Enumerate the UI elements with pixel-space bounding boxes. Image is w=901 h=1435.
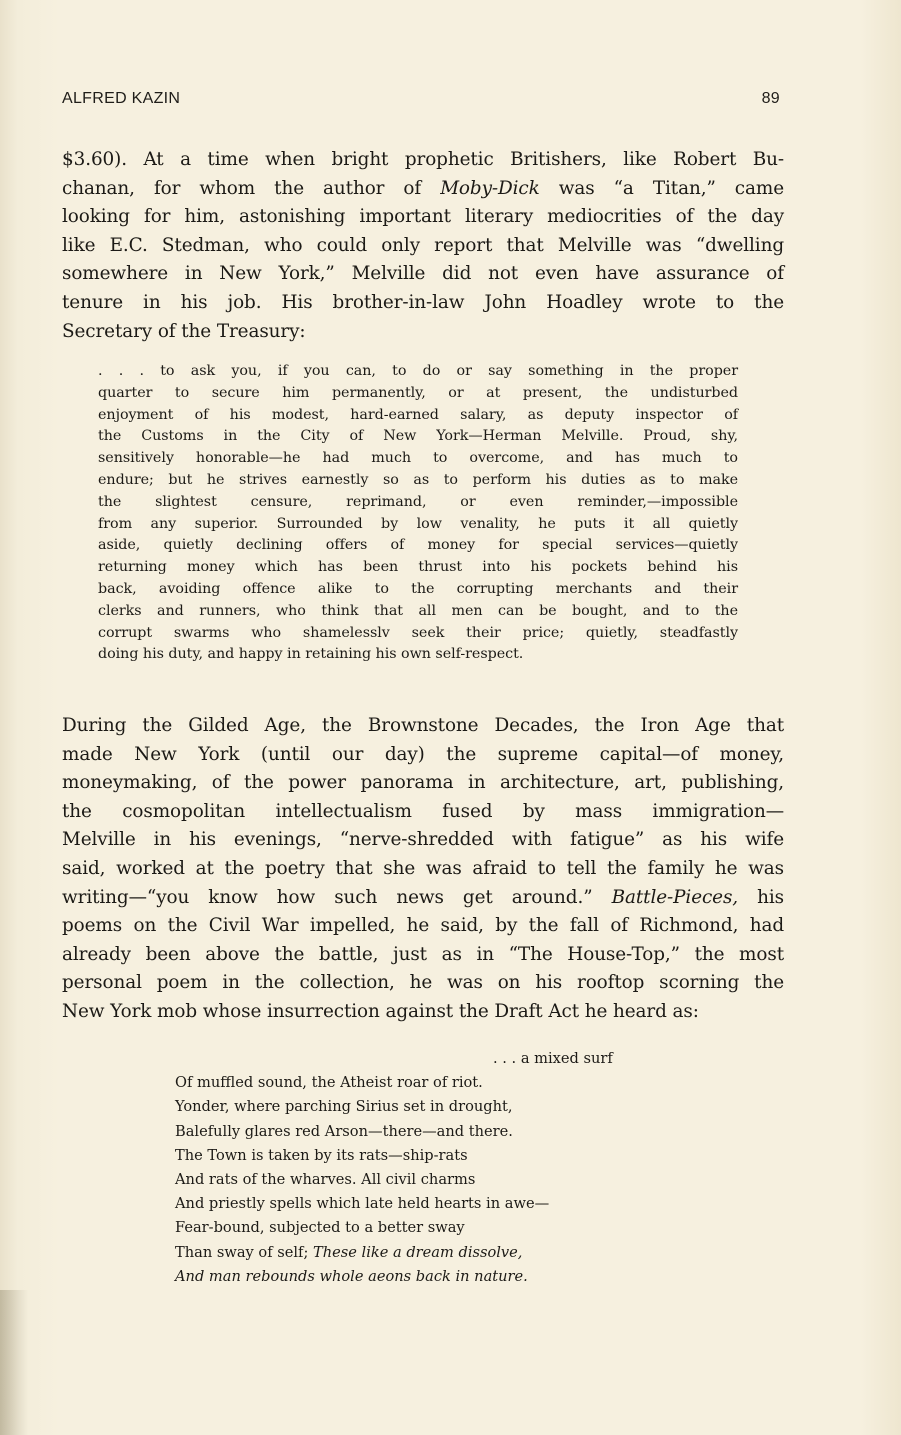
verse-line: Yonder, where parching Sirius set in drought, [175, 1098, 513, 1116]
quote-line: returning money which has been thrust into his pockets behind his [98, 559, 738, 576]
verse-line: And rats of the wharves. All civil charms [175, 1170, 476, 1188]
quote-line: doing his duty, and happy in retaining his own self-respect. [98, 646, 524, 663]
quote-line: enjoyment of his modest, hard-earned salary, as deputy inspector of [98, 406, 738, 423]
italic-verse-span: These like a dream dissolve, [313, 1243, 523, 1261]
verse-line: Balefully glares red Arson—there—and there. [175, 1122, 513, 1140]
text-line: $3.60). At a time when bright prophetic Britishers, like Robert Bu- [62, 149, 784, 170]
text-line: looking for him, astonishing important literary mediocrities of the day [62, 206, 784, 228]
running-head-author: ALFRED KAZIN [62, 90, 181, 107]
paragraph-1 [62, 146, 784, 346]
text-line: said, worked at the poetry that she was afraid to tell the family he was [62, 857, 784, 879]
text-line: During the Gilded Age, the Brownstone Decades, the Iron Age that [62, 715, 784, 736]
spine-shadow [0, 1290, 28, 1435]
verse-line: . . . a mixed surf [493, 1050, 613, 1067]
text-span: Than sway of self; [175, 1243, 314, 1261]
verse-line: Of muffled sound, the Atheist roar of riot. [175, 1074, 483, 1092]
text-line [62, 884, 784, 913]
quote-line: sensitively honorable—he had much to overcome, and has much to [98, 450, 738, 467]
text-span: was “a Titan,” came [539, 177, 784, 199]
text-span: writing—“you know how such news get around.” [62, 886, 612, 908]
quote-line: back, avoiding offence alike to the corrupting merchants and their [98, 580, 738, 597]
quote-line: the slightest censure, reprimand, or even reminder,—impossible [98, 493, 738, 510]
text-line: like E.C. Stedman, who could only report that Melville was “dwelling [62, 234, 784, 256]
text-line: somewhere in New York,” Melville did not even have assurance of [62, 263, 784, 285]
verse-line: The Town is taken by its rats—ship-rats [175, 1146, 468, 1164]
quote-line: endure; but he strives earnestly so as to perform his duties as to make [98, 471, 738, 488]
quote-line: clerks and runners, who think that all men can be bought, and to the [98, 602, 738, 619]
running-head [62, 90, 780, 112]
verse-quotation [175, 1047, 735, 1289]
text-line: poems on the Civil War impelled, he said, by the fall of Richmond, had [62, 915, 784, 937]
quote-line: corrupt swarms who shamelesslv seek their price; quietly, steadfastly [98, 624, 738, 641]
quote-line: quarter to secure him permanently, or at present, the undisturbed [98, 384, 738, 401]
quote-line: from any superior. Surrounded by low venality, he puts it all quietly [98, 515, 738, 532]
verse-line: Fear-bound, subjected to a better sway [175, 1219, 465, 1237]
book-title-moby-dick: Moby-Dick [440, 177, 540, 199]
block-quote [98, 361, 738, 666]
quote-line: . . . to ask you, if you can, to do or say something in the proper [98, 363, 738, 379]
page-number: 89 [761, 90, 780, 107]
text-line: tenure in his job. His brother-in-law John Hoadley wrote to the [62, 291, 784, 313]
text-line: personal poem in the collection, he was on his rooftop scorning the [62, 972, 784, 994]
text-line: the cosmopolitan intellectualism fused by mass immigration— [62, 800, 784, 822]
text-span: chanan, for whom the author of [62, 177, 441, 199]
text-line: New York mob whose insurrection against the Draft Act he heard as: [62, 1000, 699, 1022]
text-line: made New York (until our day) the supreme capital—of money, [62, 743, 784, 765]
book-title-battle-pieces: Battle-Pieces, [611, 886, 739, 908]
text-line: Secretary of the Treasury: [62, 320, 306, 342]
paragraph-2 [62, 712, 784, 1027]
quote-line: aside, quietly declining offers of money for special services—quietly [98, 537, 738, 554]
text-line [62, 175, 784, 204]
text-line: already been above the battle, just as in “The House-Top,” the most [62, 943, 784, 965]
text-span: his [738, 886, 784, 908]
verse-line [175, 1241, 735, 1265]
quote-line: the Customs in the City of New York—Herman Melville. Proud, shy, [98, 428, 738, 445]
verse-line: And man rebounds whole aeons back in nature. [175, 1267, 528, 1285]
text-line: Melville in his evenings, “nerve-shredded with fatigue” as his wife [62, 829, 784, 851]
verse-line: And priestly spells which late held hearts in awe— [175, 1195, 550, 1213]
text-line: moneymaking, of the power panorama in architecture, art, publishing, [62, 772, 784, 794]
